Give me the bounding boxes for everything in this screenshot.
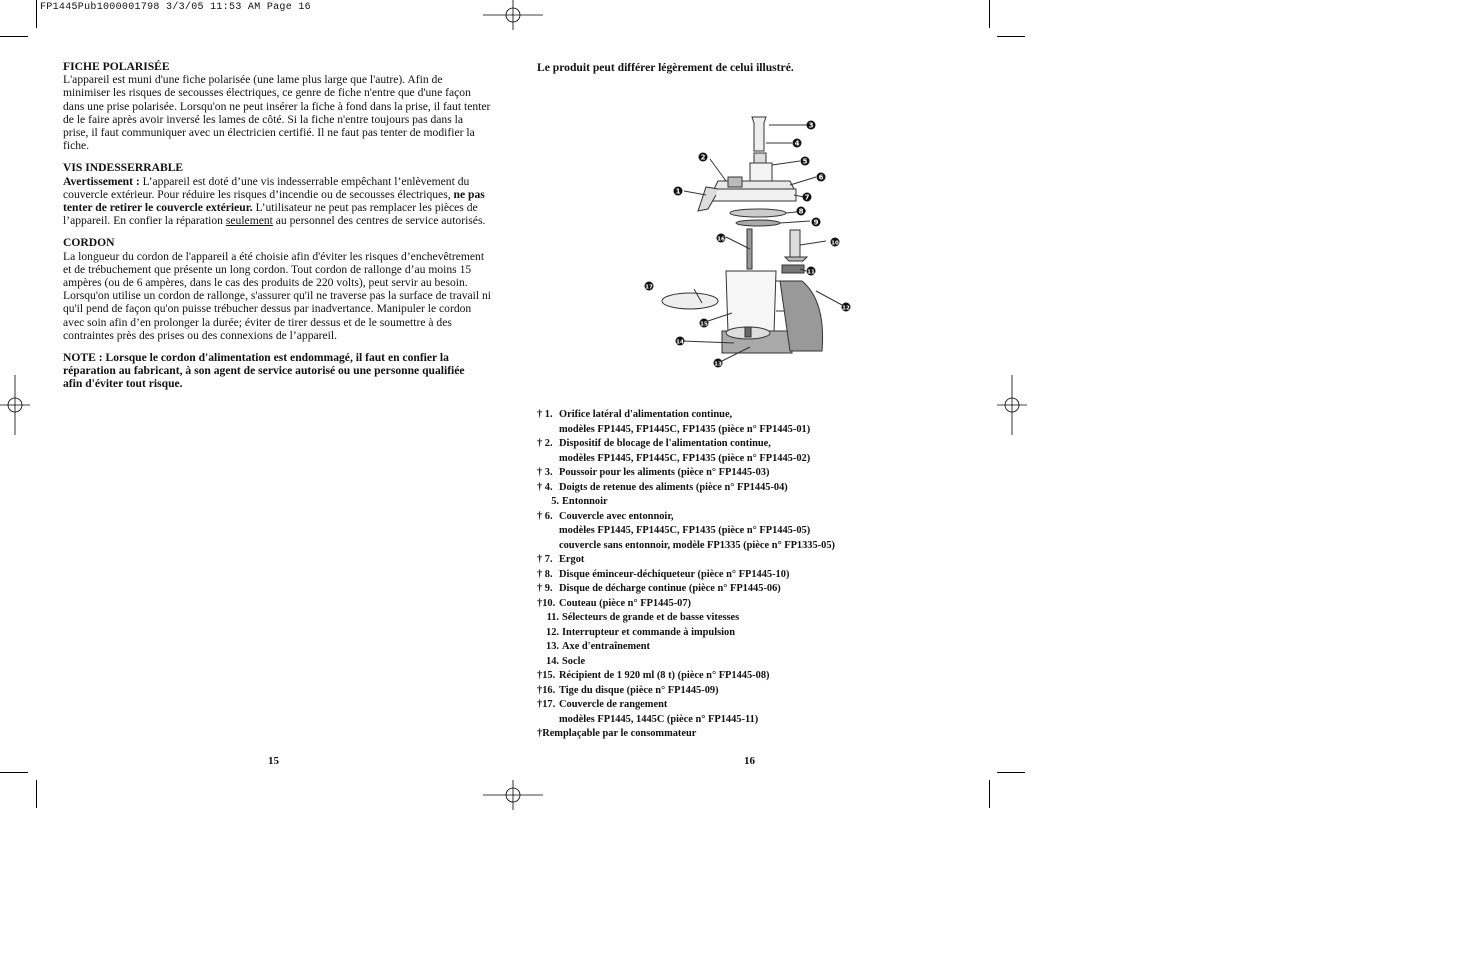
part-number: 13. xyxy=(546,641,559,652)
part-description-line: Orifice latéral d'alimentation continue, xyxy=(559,409,733,420)
part-number: † 4. xyxy=(537,481,553,493)
replaceable-footnote: †Remplaçable par le consommateur xyxy=(537,728,697,739)
part-description-line: modèles FP1445, FP1445C, FP1435 (pièce n° FP1445-05) xyxy=(559,525,811,536)
callout-2: 2 xyxy=(700,153,706,162)
part-description xyxy=(559,437,897,466)
part-description xyxy=(562,611,897,626)
part-description-line: Couvercle avec entonnoir, xyxy=(559,510,674,522)
part-description-line: Couvercle de rangement xyxy=(559,699,668,710)
part-description-line: Entonnoir xyxy=(562,496,608,507)
part-description-line: Doigts de retenue des aliments (pièce n° FP1445-04) xyxy=(559,481,788,493)
section-text-polarized-plug: L'appareil est muni d'une fiche polarisée (une lame plus large que l'autre). Afin de minimiser les risques de secousses électriques, ce genre de fiche n'entre que d'une façon dans une prise polarisée. Lorsqu'on ne peut insérer la fiche à fond dans la prise, il faut tenter de le faire après avoir inversé les lames de côté. Si la fiche n'entre toujours pas dans la prise, il faut communiquer avec un électricien certifié. Il ne faut pas tenter de modifier la fiche. xyxy=(63,73,491,153)
crop-mark xyxy=(0,772,28,773)
part-number: 5. xyxy=(551,496,559,507)
part-description xyxy=(559,669,897,684)
part-number: † 3. xyxy=(537,467,553,478)
part-number: † 6. xyxy=(537,510,553,522)
part-description xyxy=(559,510,897,554)
parts-list-item xyxy=(537,437,897,466)
part-description-line: Couteau (pièce n° FP1445-07) xyxy=(559,597,691,609)
part-description-line: Tige du disque (pièce n° FP1445-09) xyxy=(559,684,719,696)
callout-5: 5 xyxy=(802,157,808,166)
page-number-left: 15 xyxy=(268,755,279,767)
part-description xyxy=(562,495,897,510)
callout-10: 10 xyxy=(831,240,839,247)
parts-list-item xyxy=(537,655,897,670)
part-number: † 2. xyxy=(537,438,553,449)
section-heading-tamper-screw: VIS INDESSERRABLE xyxy=(63,161,184,175)
part-description-line: modèles FP1445, 1445C (pièce n° FP1445-11) xyxy=(559,713,759,725)
part-description-line: Ergot xyxy=(559,554,585,565)
warning-bold: ne pas tenter de retirer le couvercle extérieur. xyxy=(63,187,485,215)
part-number: † 1. xyxy=(537,409,553,420)
part-description xyxy=(562,640,897,655)
parts-list-item xyxy=(537,698,897,727)
crop-mark xyxy=(36,780,37,808)
part-description xyxy=(559,597,897,612)
part-description-line: Dispositif de blocage de l'alimentation continue, xyxy=(559,438,771,449)
parts-list-item xyxy=(537,495,897,510)
warning-text-a: L’appareil est doté d’une vis indesserrable empêchant l’enlèvement du couvercle extérieur. Pour réduire les risques d’incendie ou de secousses électriques, xyxy=(63,174,470,201)
parts-list-item xyxy=(537,553,897,568)
part-description xyxy=(559,568,897,583)
food-processor-diagram xyxy=(640,105,870,375)
part-description-line: modèles FP1445, FP1445C, FP1435 (pièce n° FP1445-02) xyxy=(559,452,811,464)
parts-list-item xyxy=(537,684,897,699)
warning-lead: Avertissement : xyxy=(63,174,140,188)
crop-mark xyxy=(989,780,990,808)
callout-14: 14 xyxy=(676,339,684,346)
part-number: †16. xyxy=(537,684,556,696)
part-number: † 7. xyxy=(537,554,553,565)
callout-7: 7 xyxy=(804,193,810,202)
part-description xyxy=(559,582,897,597)
crop-mark xyxy=(989,0,990,28)
page-number-right: 16 xyxy=(744,755,755,767)
part-description xyxy=(559,481,897,496)
crop-mark xyxy=(0,36,28,37)
callout-15: 15 xyxy=(700,321,708,328)
part-description-line: Sélecteurs de grande et de basse vitesses xyxy=(562,612,740,623)
part-description-line: Disque éminceur-déchiqueteur (pièce n° FP1445-10) xyxy=(559,568,790,580)
part-number: †10. xyxy=(537,597,556,609)
parts-list-item xyxy=(537,481,897,496)
callout-3: 3 xyxy=(808,121,814,130)
registration-mark-right xyxy=(997,375,1027,435)
section-heading-cord: CORDON xyxy=(63,236,115,250)
callout-12: 12 xyxy=(842,305,850,312)
registration-mark-left xyxy=(0,375,30,435)
callout-16: 16 xyxy=(717,236,725,243)
part-description xyxy=(559,408,897,437)
part-description xyxy=(559,553,897,568)
registration-mark-top xyxy=(483,0,543,30)
callout-8: 8 xyxy=(798,207,804,216)
part-description-line: modèles FP1445, FP1445C, FP1435 (pièce n° FP1445-01) xyxy=(559,423,811,435)
part-number: † 8. xyxy=(537,568,553,580)
part-description-line: couvercle sans entonnoir, modèle FP1335 (pièce n° FP1335-05) xyxy=(559,539,836,551)
callout-11: 11 xyxy=(807,269,815,276)
section-text-tamper-screw xyxy=(63,175,491,228)
crop-mark xyxy=(36,0,37,28)
callout-17: 17 xyxy=(645,284,653,291)
callout-6: 6 xyxy=(818,173,824,182)
part-description-line: Récipient de 1 920 ml (8 t) (pièce n° FP1445-08) xyxy=(559,670,770,681)
part-number: †17. xyxy=(537,699,556,710)
part-description xyxy=(562,655,897,670)
part-description-line: Poussoir pour les aliments (pièce n° FP1445-03) xyxy=(559,467,770,478)
parts-list-item xyxy=(537,582,897,597)
warning-text-b: L’utilisateur ne peut pas remplacer les pièces de l’appareil. En confier la réparation xyxy=(63,201,478,228)
parts-list-item xyxy=(537,568,897,583)
part-description-line: Socle xyxy=(562,655,586,667)
part-description xyxy=(559,698,897,727)
parts-list-item xyxy=(537,611,897,626)
registration-mark-bottom xyxy=(483,780,543,810)
callout-4: 4 xyxy=(794,139,800,148)
part-description-line: Axe d'entraînement xyxy=(562,641,651,652)
parts-list-item xyxy=(537,669,897,684)
part-number: 14. xyxy=(546,655,559,667)
parts-list xyxy=(537,408,897,742)
parts-list-item xyxy=(537,597,897,612)
part-number: †15. xyxy=(537,670,556,681)
callout-13: 13 xyxy=(714,361,722,368)
part-description-line: Disque de décharge continue (pièce n° FP1445-06) xyxy=(559,583,781,594)
callout-9: 9 xyxy=(813,218,819,227)
parts-list-item xyxy=(537,626,897,641)
part-description-line: Interrupteur et commande à impulsion xyxy=(562,626,735,638)
print-slug: FP1445Pub1000001798 3/3/05 11:53 AM Page 16 xyxy=(40,2,311,13)
part-description xyxy=(562,626,897,641)
section-text-cord: La longueur du cordon de l'appareil a été choisie afin d'éviter les risques d’enchevêtrement et de trébuchement que présente un long cordon. Tout cordon de rallonge d’au moins 15 ampères (ou de 6 ampères, dans le cas des produits de 220 volts), peut servir au besoin. Lorsqu'on utilise un cordon de rallonge, s'assurer qu'il ne traverse pas la surface de travail ni qu'il pend de façon qu'on puisse trébucher dessus par inadvertance. Manipuler le cordon avec soin afin d’en prolonger la durée; éviter de tirer dessus et de le soumettre à des contraintes près des prises ou des connexions de l’appareil. xyxy=(63,249,492,342)
parts-list-item xyxy=(537,640,897,655)
parts-list-item xyxy=(537,466,897,481)
left-page-column xyxy=(63,60,491,400)
parts-list-item xyxy=(537,510,897,554)
figure-caption: Le produit peut différer légèrement de celui illustré. xyxy=(537,61,794,74)
crop-mark xyxy=(997,772,1025,773)
section-heading-polarized-plug: FICHE POLARISÉE xyxy=(63,60,170,73)
note-text: NOTE : Lorsque le cordon d'alimentation est endommagé, il faut en confier la réparation au fabricant, à son agent de service autorisé ou une personne qualifiée afin d'éviter tout risque. xyxy=(63,351,465,391)
parts-list-item xyxy=(537,408,897,437)
warning-text-c: au personnel des centres de service autorisés. xyxy=(272,214,486,228)
part-description xyxy=(559,684,897,699)
crop-mark xyxy=(997,36,1025,37)
part-number: 12. xyxy=(546,626,559,638)
part-number: 11. xyxy=(546,612,559,623)
callout-1: 1 xyxy=(675,187,681,196)
part-description xyxy=(559,466,897,481)
part-number: † 9. xyxy=(537,583,553,594)
warning-underlined: seulement xyxy=(225,214,273,228)
